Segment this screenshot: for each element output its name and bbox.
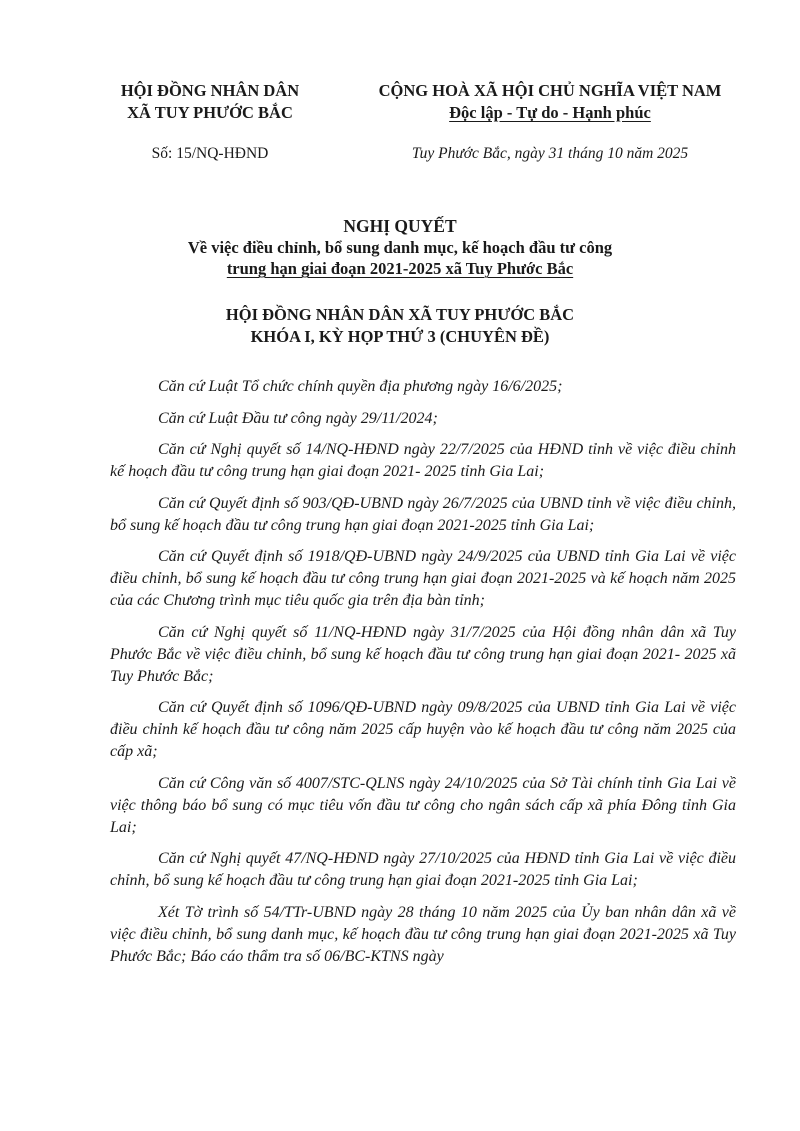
legal-basis-paragraph: Căn cứ Nghị quyết số 14/NQ-HĐND ngày 22/7/2025 của HĐND tỉnh về việc điều chỉnh kế hoạch đầu tư công trung hạn giai đoạn 2021- 2025 tỉnh Gia Lai; [110, 441, 736, 480]
legal-basis-paragraph: Căn cứ Quyết định số 1918/QĐ-UBND ngày 24/9/2025 của UBND tỉnh Gia Lai về việc điều chỉnh, bổ sung kế hoạch đầu tư công trung hạn giai đoạn 2021-2025 và kế hoạch năm 2025 của các Chương trình mục tiêu quốc gia trên địa bàn tỉnh; [110, 548, 736, 609]
legal-basis-paragraph: Căn cứ Nghị quyết số 11/NQ-HĐND ngày 31/7/2025 của Hội đồng nhân dân xã Tuy Phước Bắc về việc điều chỉnh, bổ sung kế hoạch đầu tư công trung hạn giai đoạn 2021- 2025 xã Tuy Phước Bắc; [110, 623, 736, 685]
issuing-authority [110, 80, 310, 124]
title-subject-line2: trung hạn giai đoạn 2021-2025 xã Tuy Phước Bắc [226, 259, 574, 278]
legal-basis-paragraph: Xét Tờ trình số 54/TTr-UBND ngày 28 tháng 10 năm 2025 của Ủy ban nhân dân xã về việc điều chỉnh, bổ sung danh mục, kế hoạch đầu tư công trung hạn giai đoạn 2021-2025 xã Tuy Phước Bắc; Báo cáo thẩm tra số 06/BC-KTNS ngày [110, 903, 736, 965]
title-main: NGHỊ QUYẾT [343, 216, 457, 236]
document-title [60, 216, 740, 279]
place-date-line: Tuy Phước Bắc, ngày 31 tháng 10 năm 2025 [411, 145, 689, 162]
title-subject-line1: Về việc điều chỉnh, bổ sung danh mục, kế hoạch đầu tư công [187, 238, 613, 257]
council-name: HỘI ĐỒNG NHÂN DÂN XÃ TUY PHƯỚC BẮC [225, 305, 575, 324]
country-name: CỘNG HOÀ XÃ HỘI CHỦ NGHĨA VIỆT NAM [378, 81, 722, 100]
legal-basis-paragraph: Căn cứ Công văn số 4007/STC-QLNS ngày 24/10/2025 của Sở Tài chính tỉnh Gia Lai về việc thông báo bổ sung có mục tiêu vốn đầu tư công cho ngân sách cấp xã phía Đông tỉnh Gia Lai; [110, 774, 736, 836]
document-number: Số: 15/NQ-HĐND [151, 145, 269, 162]
national-heading [360, 80, 740, 124]
org-name-line1: HỘI ĐỒNG NHÂN DÂN [120, 81, 300, 100]
legal-basis-paragraph: Căn cứ Quyết định số 1096/QĐ-UBND ngày 09/8/2025 của UBND tỉnh Gia Lai về việc điều chỉnh kế hoạch đầu tư công năm 2025 cấp huyện vào kế hoạch đầu tư công năm 2025 của cấp xã; [110, 699, 736, 760]
legal-basis-paragraph: Căn cứ Nghị quyết 47/NQ-HĐND ngày 27/10/2025 của HĐND tỉnh Gia Lai về việc điều chỉnh, bổ sung kế hoạch đầu tư công trung hạn giai đoạn 2021-2025 tỉnh Gia Lai; [110, 850, 736, 889]
legal-basis-paragraph: Căn cứ Luật Tổ chức chính quyền địa phương ngày 16/6/2025; [158, 378, 563, 395]
legal-basis [110, 376, 736, 977]
org-name-line2: XÃ TUY PHƯỚC BẮC [127, 103, 293, 122]
legal-basis-paragraph: Căn cứ Luật Đầu tư công ngày 29/11/2024; [158, 409, 438, 427]
national-motto: Độc lập - Tự do - Hạnh phúc [449, 103, 651, 122]
council-heading [60, 304, 740, 348]
legal-basis-paragraph: Căn cứ Quyết định số 903/QĐ-UBND ngày 26/7/2025 của UBND tỉnh về việc điều chỉnh, bổ sung kế hoạch đầu tư công trung hạn giai đoạn 2021-2025 tỉnh Gia Lai; [110, 494, 736, 534]
council-session: KHÓA I, KỲ HỌP THỨ 3 (CHUYÊN ĐỀ) [250, 327, 550, 346]
